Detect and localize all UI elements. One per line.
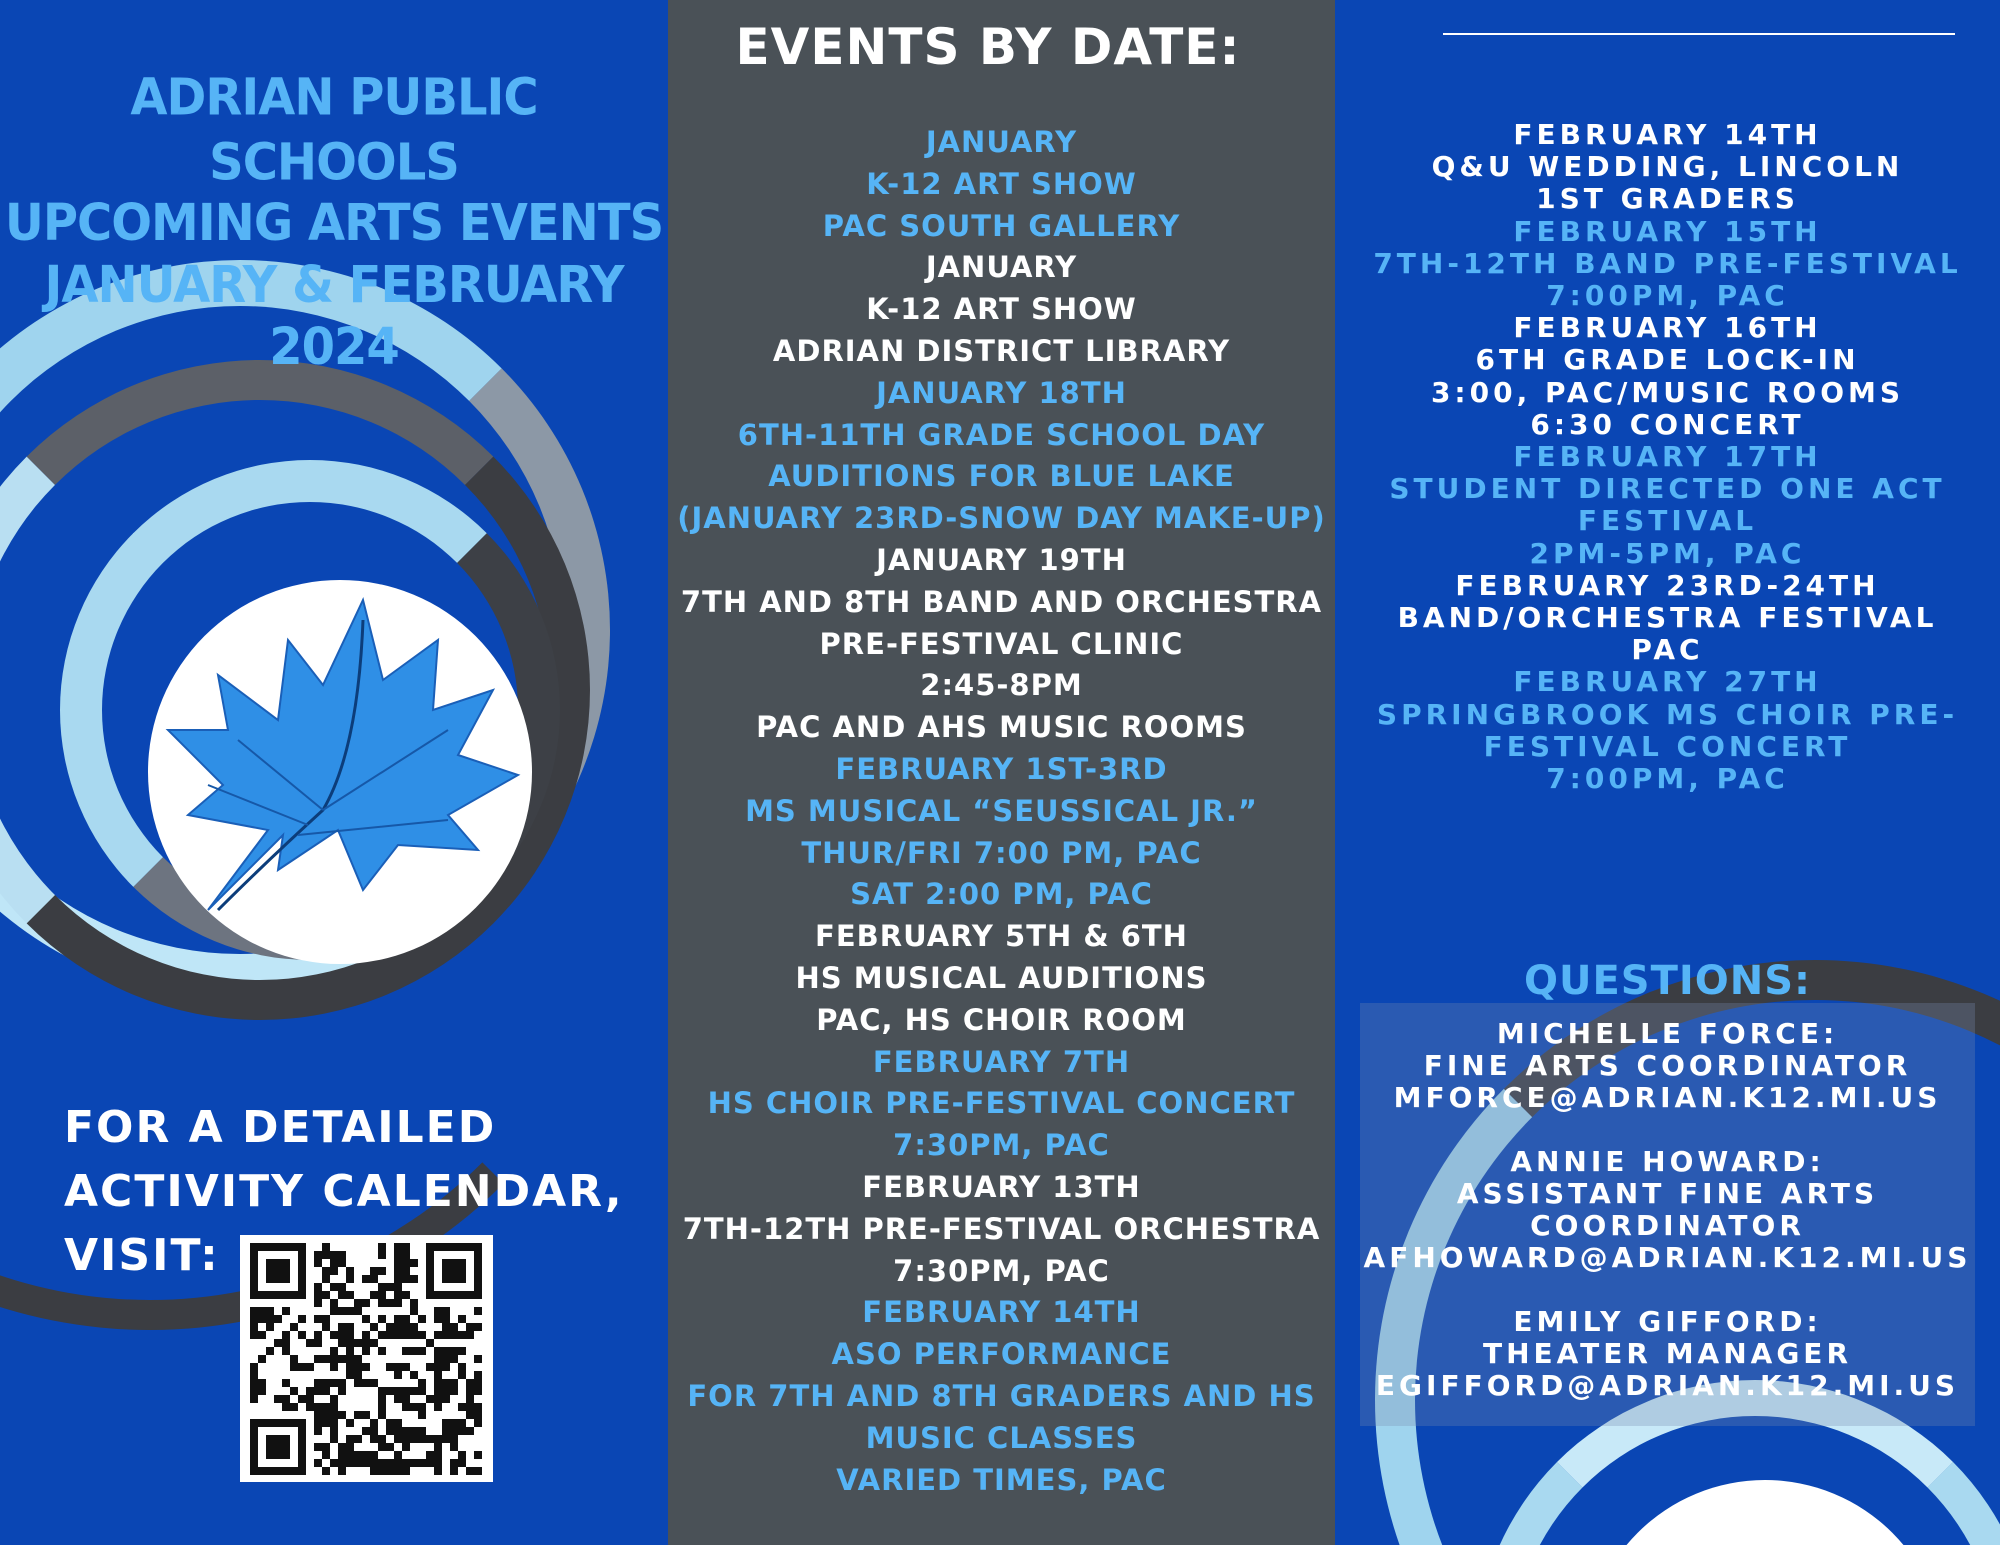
contact-email[interactable]: MFORCE@ADRIAN.K12.MI.US [1393,1081,1942,1114]
qr-code[interactable] [240,1235,493,1482]
event-line: FEBRUARY 14TH [1513,118,1822,151]
event-line: 7TH-12TH PRE-FESTIVAL ORCHESTRA [682,1211,1321,1246]
contact-block [1335,1306,2000,1402]
title-line: 2024 [269,317,399,377]
contact-line: EMILY GIFFORD: [1513,1305,1822,1338]
event-line: FEBRUARY 5TH & 6TH [815,919,1188,954]
maple-leaf-icon [148,580,532,964]
events-list [668,122,1335,1501]
contact-block [1335,1018,2000,1114]
event-line: 6TH GRADE LOCK-IN [1475,343,1860,377]
event-line: K-12 ART SHOW [866,166,1137,201]
event-line: 2:45-8PM [920,668,1083,703]
event-line: SPRINGBROOK MS CHOIR PRE- [1376,697,1959,731]
event-line: 7:00PM, PAC [1546,279,1789,313]
divider [1443,33,1955,35]
event-line: (JANUARY 23RD-SNOW DAY MAKE-UP) [677,501,1326,536]
contact-email[interactable]: AFHOWARD@ADRIAN.K12.MI.US [1363,1241,1972,1274]
event-line: AUDITIONS FOR BLUE LAKE [768,459,1235,494]
left-panel [0,0,668,1545]
event-line: JANUARY 19TH [876,542,1127,577]
event-line: JANUARY [925,125,1078,159]
contact-line: MICHELLE FORCE: [1496,1017,1839,1050]
event-line: FEBRUARY 1ST-3RD [835,751,1168,786]
event-line: 7:00PM, PAC [1546,762,1789,796]
event-line: 3:00, PAC/MUSIC ROOMS [1430,375,1905,409]
contact-line: COORDINATOR [1530,1209,1805,1242]
event-line: 6:30 CONCERT [1530,407,1805,441]
event-line: FEBRUARY 16TH [1513,311,1822,345]
event-line: SAT 2:00 PM, PAC [850,877,1153,912]
event-line: 7:30PM, PAC [893,1253,1110,1288]
event-line: FEBRUARY 14TH [862,1295,1141,1330]
event-line: FEBRUARY 7TH [872,1044,1131,1079]
event-line: HS MUSICAL AUDITIONS [795,960,1208,995]
title-line: JANUARY & FEBRUARY [44,255,624,315]
event-line: MS MUSICAL “SEUSSICAL JR.” [745,793,1258,828]
event-line: PAC AND AHS MUSIC ROOMS [756,710,1247,745]
event-line: JANUARY 18TH [876,375,1127,410]
event-line: PAC [1631,633,1704,667]
event-line: MUSIC CLASSES [865,1420,1138,1455]
event-line: THUR/FRI 7:00 PM, PAC [801,835,1202,870]
event-line: VARIED TIMES, PAC [836,1462,1167,1497]
middle-panel [668,0,1335,1545]
event-line: FEBRUARY 23RD-24TH [1455,568,1880,602]
page-title [0,68,668,378]
contact-email[interactable]: EGIFFORD@ADRIAN.K12.MI.US [1375,1369,1960,1402]
event-line: STUDENT DIRECTED ONE ACT [1389,472,1946,506]
event-line: 2PM-5PM, PAC [1529,536,1806,570]
contact-line: THEATER MANAGER [1483,1337,1852,1370]
event-line: 7:30PM, PAC [893,1128,1110,1163]
event-line: PAC, HS CHOIR ROOM [816,1002,1187,1037]
event-line: FEBRUARY 15TH [1513,214,1822,248]
contact-line: FINE ARTS COORDINATOR [1423,1049,1912,1082]
right-panel [1335,0,2000,1545]
event-line: 1ST GRADERS [1536,182,1799,216]
questions-heading: QUESTIONS: [1523,958,1812,1004]
event-line: BAND/ORCHESTRA FESTIVAL [1397,601,1938,635]
event-line: HS CHOIR PRE-FESTIVAL CONCERT [707,1086,1296,1121]
event-line: FOR 7TH AND 8TH GRADERS AND HS [687,1378,1316,1413]
event-line: FEBRUARY 27TH [1513,665,1822,699]
event-line: FESTIVAL [1577,504,1758,538]
event-line: 6TH-11TH GRADE SCHOOL DAY [737,417,1266,452]
leaf-emblem [148,580,532,964]
calendar-note-line: VISIT: [64,1230,220,1281]
event-line: ASO PERFORMANCE [831,1337,1172,1372]
calendar-note-line: ACTIVITY CALENDAR, [64,1166,624,1217]
contact-line: ANNIE HOWARD: [1510,1145,1825,1178]
calendar-note-line: FOR A DETAILED [64,1102,497,1153]
event-line: FEBRUARY 17TH [1513,440,1822,474]
event-line: 7TH-12TH BAND PRE-FESTIVAL [1373,246,1962,280]
contact-block [1335,1146,2000,1274]
contacts [1335,1018,2000,1434]
event-line: JANUARY [925,250,1078,285]
qr-code-icon [240,1235,493,1482]
event-line: FESTIVAL CONCERT [1483,729,1852,763]
event-line: PRE-FESTIVAL CLINIC [819,626,1184,661]
title-line: UPCOMING ARTS EVENTS [4,193,664,253]
event-line: FEBRUARY 13TH [862,1169,1141,1204]
event-line: 7TH AND 8TH BAND AND ORCHESTRA [680,584,1323,619]
title-line: ADRIAN PUBLIC SCHOOLS [130,68,538,192]
event-line: Q&U WEDDING, LINCOLN [1431,150,1904,184]
contact-line: ASSISTANT FINE ARTS [1456,1177,1879,1210]
february-events-list [1335,119,2000,795]
event-line: ADRIAN DISTRICT LIBRARY [772,333,1231,368]
event-line: K-12 ART SHOW [866,292,1137,327]
event-line: PAC SOUTH GALLERY [822,208,1181,243]
events-heading: EVENTS BY DATE: [735,18,1241,76]
